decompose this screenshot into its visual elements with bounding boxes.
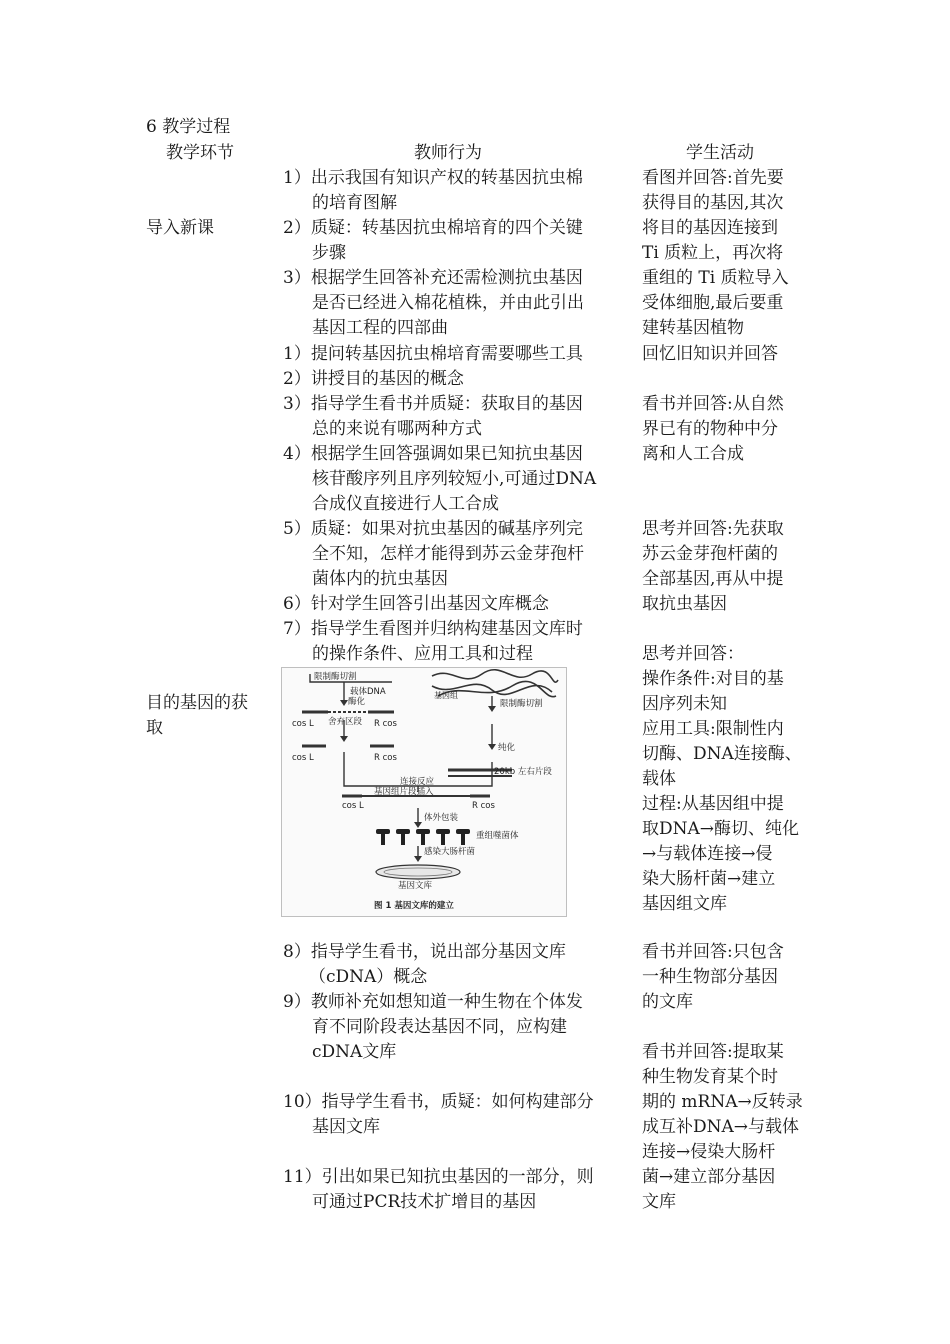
student-line: 受体细胞,最后要重 [642, 293, 784, 313]
student-line: 载体 [642, 769, 676, 789]
student-line: 取DNA→酶切、纯化 [642, 819, 800, 839]
student-line: 过程:从基因组中提 [642, 794, 784, 814]
figure-caption: 图 1 基因文库的建立 [374, 901, 454, 911]
gene-library-diagram [282, 668, 566, 916]
arrowhead [414, 856, 422, 862]
student-line: 因序列未知 [642, 694, 727, 714]
student-line: 应用工具:限制性内 [642, 719, 784, 739]
student-line: 看图并回答:首先要 [642, 168, 784, 188]
label-cos-l: cos L [342, 801, 364, 811]
student-line: 思考并回答： [642, 644, 744, 664]
student-line: 建转基因植物 [642, 318, 744, 338]
teacher-line: （cDNA）概念 [309, 967, 428, 987]
label-restriction-cut: 限制酶切割 [314, 672, 357, 682]
teacher-line: 核苷酸序列且序列较短小,可通过DNA [312, 469, 597, 489]
phage-tail [421, 833, 425, 845]
student-line: 全部基因,再从中提 [642, 569, 784, 589]
arrowhead [414, 822, 422, 828]
teacher-line: 是否已经进入棉花植株，并由此引出 [312, 293, 584, 313]
student-line: 种生物发育某个时 [642, 1067, 778, 1087]
teacher-line: 2）讲授目的基因的概念 [283, 369, 464, 389]
label-cos-r: R cos [472, 801, 495, 811]
teacher-line: 步骤 [312, 243, 346, 263]
phage-tail [401, 833, 405, 845]
teacher-line: cDNA文库 [312, 1042, 397, 1062]
teacher-line: 全不知，怎样才能得到苏云金芽孢杆 [312, 544, 584, 564]
label-library: 基因文库 [398, 881, 433, 891]
phage-tail [461, 833, 465, 845]
label-ligation: 连接反应 [400, 777, 435, 787]
teacher-line: 基因工程的四部曲 [312, 318, 448, 338]
label-digest: 酶化 [348, 697, 366, 707]
student-line: 取抗虫基因 [642, 594, 727, 614]
phage-tail [381, 833, 385, 845]
teacher-line: 的培育图解 [312, 193, 397, 213]
student-line: →与载体连接→侵 [642, 844, 773, 864]
teacher-line: 7）指导学生看图并归纳构建基因文库时 [283, 619, 583, 639]
arrowhead [488, 706, 496, 712]
student-line: Ti 质粒上，再次将 [642, 243, 784, 263]
label-packaging: 体外包装 [424, 813, 459, 823]
gene-library-figure [281, 667, 567, 917]
student-line: 菌→建立部分基因 [642, 1167, 776, 1187]
student-line: 操作条件:对目的基 [642, 669, 784, 689]
teacher-line: 1）提问转基因抗虫棉培育需要哪些工具 [283, 344, 583, 364]
teacher-line: 3）根据学生回答补充还需检测抗虫基因 [283, 268, 583, 288]
label-genome: 基因组 [434, 691, 458, 700]
teacher-line: 合成仪直接进行人工合成 [312, 494, 499, 514]
student-line: 重组的 Ti 质粒导入 [642, 268, 789, 288]
label-insert: 基因组片段插入 [374, 787, 434, 797]
teacher-line: 总的来说有哪两种方式 [312, 419, 482, 439]
teacher-line: 9）教师补充如想知道一种生物在个体发 [283, 992, 583, 1012]
arrowhead [488, 744, 496, 750]
student-line: 一种生物部分基因 [642, 967, 778, 987]
header-stage: 教学环节 [166, 143, 234, 163]
student-line: 染大肠杆菌→建立 [642, 869, 776, 889]
student-line: 成互补DNA→与载体 [642, 1117, 800, 1137]
student-line: 回忆旧知识并回答 [642, 344, 778, 364]
teacher-line: 11）引出如果已知抗虫基因的一部分，则 [283, 1167, 594, 1187]
arrowhead [340, 700, 348, 706]
student-line: 的文库 [642, 992, 693, 1012]
phage-tail [441, 833, 445, 845]
teacher-line: 3）指导学生看书并质疑：获取目的基因 [283, 394, 583, 414]
student-line: 思考并回答:先获取 [642, 519, 784, 539]
phage-row [376, 829, 470, 845]
label-stuffer: 舍弃区段 [328, 717, 363, 727]
label-fragment: 20kb 左右片段 [494, 767, 552, 777]
label-vector-dna: 载体DNA [350, 687, 386, 697]
teacher-line: 8）指导学生看书，说出部分基因文库 [283, 942, 566, 962]
student-line: 文库 [642, 1192, 676, 1212]
label-phage: 重组噬菌体 [476, 831, 519, 841]
label-cos-r: R cos [374, 719, 397, 729]
teacher-line: 基因文库 [312, 1117, 380, 1137]
student-line: 离和人工合成 [642, 444, 744, 464]
student-line: 看书并回答:从自然 [642, 394, 784, 414]
student-line: 苏云金芽孢杆菌的 [642, 544, 778, 564]
teacher-line: 5）质疑：如果对抗虫基因的碱基序列完 [283, 519, 583, 539]
label-cos-r: R cos [374, 753, 397, 763]
label-cos-l: cos L [292, 753, 314, 763]
teacher-line: 育不同阶段表达基因不同，应构建 [312, 1017, 567, 1037]
stage-gene-line2: 取 [146, 718, 163, 738]
teacher-line: 4）根据学生回答强调如果已知抗虫基因 [283, 444, 583, 464]
teacher-line: 10）指导学生看书，质疑：如何构建部分 [283, 1092, 594, 1112]
student-line: 将目的基因连接到 [642, 218, 778, 238]
teacher-line: 1）出示我国有知识产权的转基因抗虫棉 [283, 168, 583, 188]
header-student: 学生活动 [686, 143, 754, 163]
student-line: 获得目的基因,其次 [642, 193, 784, 213]
section-title: 6 教学过程 [146, 117, 231, 137]
student-line: 切酶、DNA连接酶、 [642, 744, 802, 764]
label-infect: 感染大肠杆菌 [424, 847, 476, 857]
label-partial-digest: 限制酶切割 [500, 699, 543, 709]
teacher-line: 菌体内的抗虫基因 [312, 569, 448, 589]
student-line: 界已有的物种中分 [642, 419, 778, 439]
student-line: 看书并回答:提取某 [642, 1042, 784, 1062]
label-cos-l: cos L [292, 719, 314, 729]
teacher-line: 可通过PCR技术扩增目的基因 [312, 1192, 537, 1212]
teacher-line: 的操作条件、应用工具和过程 [312, 644, 533, 664]
teacher-line: 6）针对学生回答引出基因文库概念 [283, 594, 549, 614]
label-purify: 纯化 [498, 743, 516, 753]
student-line: 连接→侵染大肠杆 [642, 1142, 776, 1162]
teacher-line: 2）质疑：转基因抗虫棉培育的四个关键 [283, 218, 583, 238]
stage-gene-line1: 目的基因的获 [146, 693, 248, 713]
stage-intro: 导入新课 [146, 218, 214, 238]
student-line: 基因组文库 [642, 894, 727, 914]
student-line: 期的 mRNA→反转录 [642, 1092, 803, 1112]
arrowhead [340, 736, 348, 742]
header-teacher: 教师行为 [414, 143, 482, 163]
student-line: 看书并回答:只包含 [642, 942, 784, 962]
petri-dish [376, 865, 460, 879]
